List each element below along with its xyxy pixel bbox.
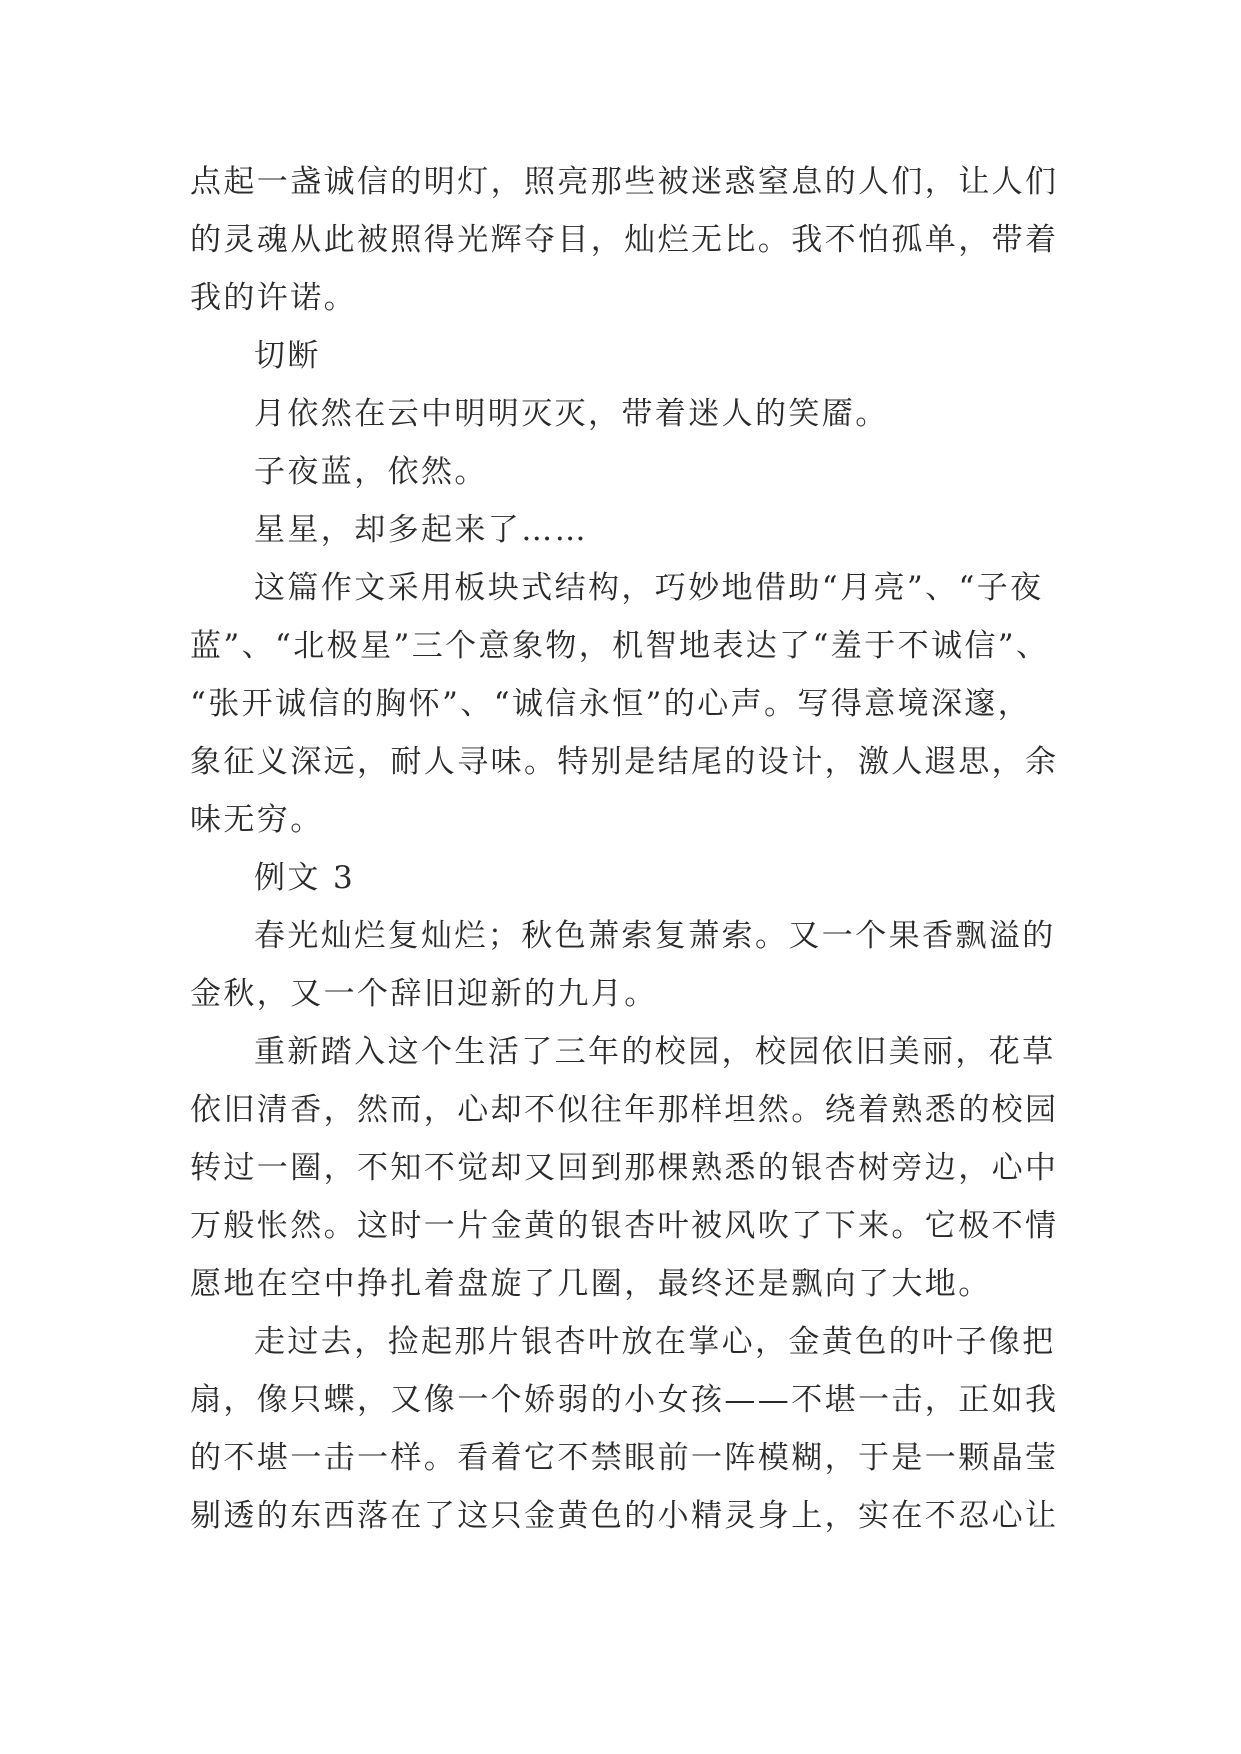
text-line: 万般怅然。这时一片金黄的银杏叶被风吹了下来。它极不情 xyxy=(190,1208,1059,1244)
text-line: “张开诚信的胸怀”、“诚信永恒”的心声。写得意境深邃， xyxy=(190,686,1032,722)
text-line: 象征义深远，耐人寻味。特别是结尾的设计，激人遐思，余 xyxy=(190,744,1059,780)
text-line: 月依然在云中明明灭灭，带着迷人的笑靥。 xyxy=(254,396,889,432)
text-line: 点起一盏诚信的明灯，照亮那些被迷惑窒息的人们，让人们 xyxy=(190,164,1059,200)
text-line: 愿地在空中挣扎着盘旋了几圈，最终还是飘向了大地。 xyxy=(190,1266,992,1302)
text-line: 转过一圈，不知不觉却又回到那棵熟悉的银杏树旁边，心中 xyxy=(190,1150,1059,1186)
text-line: 走过去，捡起那片银杏叶放在掌心，金黄色的叶子像把 xyxy=(254,1324,1056,1360)
text-line: 这篇作文采用板块式结构，巧妙地借助“月亮”、“子夜 xyxy=(254,570,1044,606)
text-line: 重新踏入这个生活了三年的校园，校园依旧美丽，花草 xyxy=(254,1034,1056,1070)
text-line: 依旧清香，然而，心却不似往年那样坦然。绕着熟悉的校园 xyxy=(190,1092,1059,1128)
text-line: 剔透的东西落在了这只金黄色的小精灵身上，实在不忍心让 xyxy=(190,1498,1059,1534)
text-line: 星星，却多起来了…… xyxy=(254,512,588,548)
text-line: 的不堪一击一样。看着它不禁眼前一阵模糊，于是一颗晶莹 xyxy=(190,1440,1059,1476)
text-line: 的灵魂从此被照得光辉夺目，灿烂无比。我不怕孤单，带着 xyxy=(190,222,1059,258)
text-line: 味无穷。 xyxy=(190,802,324,838)
text-line: 扇，像只蝶，又像一个娇弱的小女孩——不堪一击，正如我 xyxy=(190,1382,1059,1418)
section-heading: 切断 xyxy=(254,338,321,374)
text-line: 子夜蓝，依然。 xyxy=(254,454,488,490)
text-line: 蓝”、“北极星”三个意象物，机智地表达了“羞于不诚信”、 xyxy=(190,628,1050,664)
text-line: 我的许诺。 xyxy=(190,280,357,316)
section-heading: 例文 3 xyxy=(254,860,356,896)
text-line: 金秋，又一个辞旧迎新的九月。 xyxy=(190,976,658,1012)
text-line: 春光灿烂复灿烂；秋色萧索复萧索。又一个果香飘溢的 xyxy=(254,918,1056,954)
